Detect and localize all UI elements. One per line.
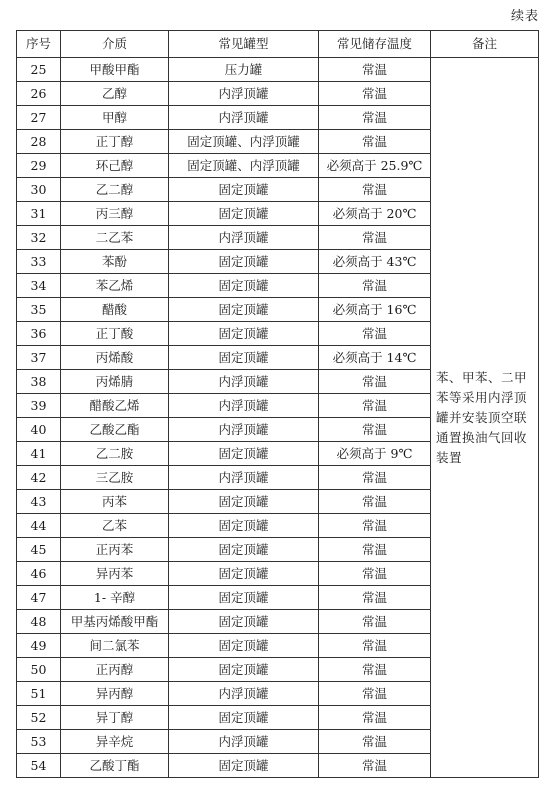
cell-no: 32: [17, 226, 61, 250]
cell-medium: 异辛烷: [61, 730, 169, 754]
cell-tank-type: 固定顶罐: [169, 538, 319, 562]
cell-no: 25: [17, 58, 61, 82]
cell-tank-type: 固定顶罐、内浮顶罐: [169, 130, 319, 154]
cell-no: 45: [17, 538, 61, 562]
header-medium: 介质: [61, 31, 169, 58]
cell-tank-type: 固定顶罐: [169, 586, 319, 610]
cell-tank-type: 固定顶罐: [169, 610, 319, 634]
cell-no: 50: [17, 658, 61, 682]
cell-medium: 甲酸甲酯: [61, 58, 169, 82]
cell-tank-type: 固定顶罐: [169, 562, 319, 586]
cell-tank-type: 内浮顶罐: [169, 106, 319, 130]
cell-medium: 乙二醇: [61, 178, 169, 202]
cell-medium: 乙苯: [61, 514, 169, 538]
cell-no: 26: [17, 82, 61, 106]
header-remark: 备注: [431, 31, 539, 58]
cell-tank-type: 固定顶罐: [169, 298, 319, 322]
cell-temperature: 常温: [319, 106, 431, 130]
cell-tank-type: 固定顶罐: [169, 490, 319, 514]
cell-no: 47: [17, 586, 61, 610]
cell-medium: 丙烯腈: [61, 370, 169, 394]
cell-temperature: 常温: [319, 490, 431, 514]
cell-tank-type: 内浮顶罐: [169, 394, 319, 418]
cell-no: 41: [17, 442, 61, 466]
cell-tank-type: 内浮顶罐: [169, 466, 319, 490]
cell-temperature: 必须高于 25.9℃: [319, 154, 431, 178]
cell-temperature: 常温: [319, 682, 431, 706]
cell-no: 46: [17, 562, 61, 586]
cell-medium: 异丙醇: [61, 682, 169, 706]
cell-temperature: 常温: [319, 178, 431, 202]
cell-no: 35: [17, 298, 61, 322]
cell-medium: 乙醇: [61, 82, 169, 106]
cell-medium: 正丁酸: [61, 322, 169, 346]
table-row: [17, 58, 539, 82]
cell-temperature: 必须高于 43℃: [319, 250, 431, 274]
cell-no: 42: [17, 466, 61, 490]
cell-temperature: 常温: [319, 562, 431, 586]
remark-cell: 苯、甲苯、二甲苯等采用内浮顶罐并安装顶空联通置换油气回收装置: [431, 58, 539, 778]
cell-no: 38: [17, 370, 61, 394]
cell-no: 53: [17, 730, 61, 754]
cell-no: 37: [17, 346, 61, 370]
cell-temperature: 常温: [319, 706, 431, 730]
cell-temperature: 常温: [319, 130, 431, 154]
cell-medium: 三乙胺: [61, 466, 169, 490]
cell-temperature: 常温: [319, 418, 431, 442]
cell-temperature: 常温: [319, 322, 431, 346]
cell-no: 29: [17, 154, 61, 178]
cell-medium: 醋酸乙烯: [61, 394, 169, 418]
cell-medium: 环己醇: [61, 154, 169, 178]
cell-tank-type: 内浮顶罐: [169, 370, 319, 394]
cell-medium: 正丁醇: [61, 130, 169, 154]
cell-medium: 异丙苯: [61, 562, 169, 586]
cell-medium: 丙苯: [61, 490, 169, 514]
cell-medium: 丙烯酸: [61, 346, 169, 370]
cell-temperature: 必须高于 9℃: [319, 442, 431, 466]
cell-medium: 苯酚: [61, 250, 169, 274]
cell-no: 54: [17, 754, 61, 778]
table-header-row: [17, 31, 539, 58]
header-temperature: 常见储存温度: [319, 31, 431, 58]
cell-temperature: 常温: [319, 754, 431, 778]
cell-no: 33: [17, 250, 61, 274]
cell-no: 34: [17, 274, 61, 298]
cell-medium: 乙酸乙酯: [61, 418, 169, 442]
cell-tank-type: 内浮顶罐: [169, 682, 319, 706]
cell-temperature: 常温: [319, 730, 431, 754]
cell-temperature: 常温: [319, 82, 431, 106]
cell-tank-type: 内浮顶罐: [169, 82, 319, 106]
cell-temperature: 常温: [319, 370, 431, 394]
cell-tank-type: 固定顶罐: [169, 514, 319, 538]
cell-tank-type: 固定顶罐: [169, 274, 319, 298]
cell-medium: 醋酸: [61, 298, 169, 322]
cell-temperature: 必须高于 20℃: [319, 202, 431, 226]
cell-no: 40: [17, 418, 61, 442]
header-no: 序号: [17, 31, 61, 58]
cell-medium: 乙酸丁酯: [61, 754, 169, 778]
cell-tank-type: 固定顶罐、内浮顶罐: [169, 154, 319, 178]
cell-temperature: 必须高于 14℃: [319, 346, 431, 370]
cell-tank-type: 内浮顶罐: [169, 730, 319, 754]
cell-temperature: 常温: [319, 226, 431, 250]
cell-tank-type: 固定顶罐: [169, 754, 319, 778]
cell-medium: 间二氯苯: [61, 634, 169, 658]
cell-temperature: 常温: [319, 514, 431, 538]
cell-temperature: 常温: [319, 394, 431, 418]
cell-tank-type: 内浮顶罐: [169, 418, 319, 442]
cell-tank-type: 固定顶罐: [169, 202, 319, 226]
cell-no: 43: [17, 490, 61, 514]
cell-tank-type: 固定顶罐: [169, 322, 319, 346]
cell-medium: 乙二胺: [61, 442, 169, 466]
cell-no: 27: [17, 106, 61, 130]
cell-no: 36: [17, 322, 61, 346]
cell-medium: 甲醇: [61, 106, 169, 130]
cell-medium: 1- 辛醇: [61, 586, 169, 610]
cell-temperature: 常温: [319, 610, 431, 634]
cell-tank-type: 固定顶罐: [169, 442, 319, 466]
cell-tank-type: 固定顶罐: [169, 634, 319, 658]
cell-temperature: 常温: [319, 466, 431, 490]
continued-label: 续表: [510, 9, 539, 24]
cell-no: 44: [17, 514, 61, 538]
cell-medium: 苯乙烯: [61, 274, 169, 298]
cell-temperature: 常温: [319, 538, 431, 562]
cell-no: 48: [17, 610, 61, 634]
cell-tank-type: 内浮顶罐: [169, 226, 319, 250]
table-body: [17, 58, 539, 778]
cell-tank-type: 固定顶罐: [169, 346, 319, 370]
cell-medium: 正丙醇: [61, 658, 169, 682]
cell-no: 51: [17, 682, 61, 706]
cell-temperature: 常温: [319, 634, 431, 658]
cell-tank-type: 压力罐: [169, 58, 319, 82]
cell-temperature: 常温: [319, 586, 431, 610]
cell-temperature: 常温: [319, 274, 431, 298]
cell-medium: 丙三醇: [61, 202, 169, 226]
cell-no: 30: [17, 178, 61, 202]
cell-temperature: 常温: [319, 58, 431, 82]
cell-temperature: 常温: [319, 658, 431, 682]
cell-medium: 甲基丙烯酸甲酯: [61, 610, 169, 634]
cell-no: 28: [17, 130, 61, 154]
cell-medium: 二乙苯: [61, 226, 169, 250]
cell-tank-type: 固定顶罐: [169, 250, 319, 274]
cell-tank-type: 固定顶罐: [169, 658, 319, 682]
cell-no: 31: [17, 202, 61, 226]
cell-medium: 异丁醇: [61, 706, 169, 730]
cell-temperature: 必须高于 16℃: [319, 298, 431, 322]
cell-tank-type: 固定顶罐: [169, 178, 319, 202]
storage-table: [16, 30, 539, 778]
cell-tank-type: 固定顶罐: [169, 706, 319, 730]
cell-no: 39: [17, 394, 61, 418]
header-tank-type: 常见罐型: [169, 31, 319, 58]
cell-no: 52: [17, 706, 61, 730]
cell-medium: 正丙苯: [61, 538, 169, 562]
cell-no: 49: [17, 634, 61, 658]
